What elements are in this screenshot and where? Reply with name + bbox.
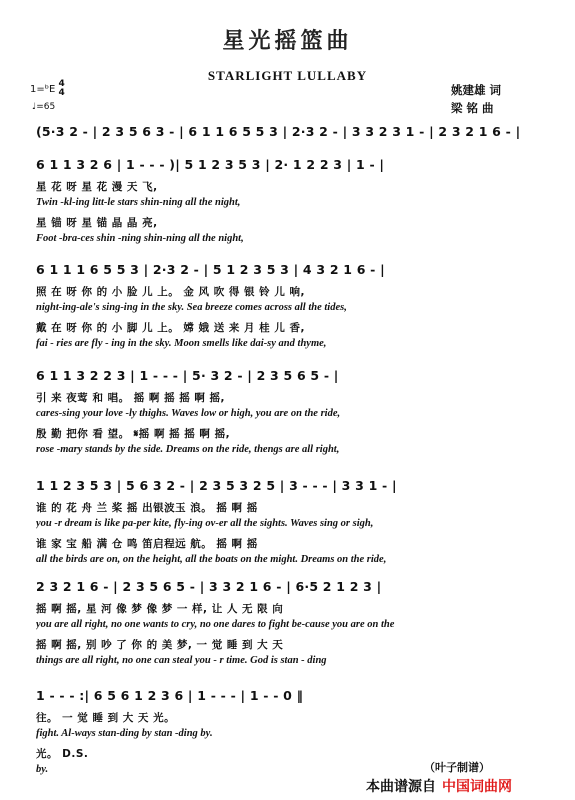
lyric-line-chinese: 殷 勤 把你 看 望。 𝄋摇 啊 摇 摇 啊 摇, xyxy=(36,428,231,440)
lyric-line-english: Twin -kl-ing litt-le stars shin-ning all the night, xyxy=(36,197,241,208)
source-line xyxy=(366,776,512,796)
tempo-marking: ♩=65 xyxy=(32,102,56,112)
credit-role: 词 xyxy=(489,83,502,97)
credit-role: 曲 xyxy=(482,101,494,115)
notation-line: (5·3 2 - | 2 3 5 6 3 - | 6 1 1 6 5 5 3 | 2·3 2 - | 3 3 2 3 1 - | 2 3 2 1 6 - | xyxy=(36,124,521,139)
notation-line: 6 1 1 3 2 6 | 1 - - - )| 5 1 2 3 5 3 | 2· 1 2 2 3 | 1 - | xyxy=(36,157,385,172)
time-signature-bottom: 4 xyxy=(58,88,65,98)
lyric-line-english: things are all right, no one can steal you - r time. God is stan - ding xyxy=(36,655,327,666)
composer-credit xyxy=(451,100,494,116)
lyric-line-chinese: 往。 一 觉 睡 到 大 天 光。 xyxy=(36,712,176,724)
arranger-note: （叶子制谱） xyxy=(424,761,490,774)
time-signature-top: 4 xyxy=(58,79,65,89)
score-subtitle: STARLIGHT LULLABY xyxy=(207,68,368,83)
lyric-line-chinese: 戴 在 呀 你 的 小 脚 儿 上。 嫦 娥 送 来 月 桂 儿 香, xyxy=(36,322,305,334)
notation-line: 1 - - - :| 6 5 6 1 2 3 6 | 1 - - - | 1 - - 0 ‖ xyxy=(36,688,304,703)
source-brand: 中国词曲网 xyxy=(442,779,512,795)
lyric-line-chinese: 谁 家 宝 船 满 仓 鸣 笛启程远 航。 摇 啊 摇 xyxy=(36,538,258,550)
key-signature xyxy=(30,80,65,98)
notation-line: 6 1 1 1 6 5 5 3 | 2·3 2 - | 5 1 2 3 5 3 | 4 3 2 1 6 - | xyxy=(36,262,385,277)
lyric-line-english: rose -mary stands by the side. Dreams on the ride, thengs are all right, xyxy=(36,444,340,455)
notation-line: 1 1 2 3 5 3 | 5 6 3 2 - | 2 3 5 3 2 5 | 3 - - - | 3 3 1 - | xyxy=(36,478,397,493)
source-prefix: 本曲谱源自 xyxy=(366,779,436,795)
lyric-line-chinese: 照 在 呀 你 的 小 脸 儿 上。 金 风 吹 得 银 铃 儿 响, xyxy=(36,286,305,298)
lyric-line-english: Foot -bra-ces shin -ning shin-ning all the night, xyxy=(36,233,244,244)
notation-line: 6 1 1 3 2 2 3 | 1 - - - | 5· 3 2 - | 2 3 5 6 5 - | xyxy=(36,368,339,383)
lyric-line-english: you are all right, no one wants to cry, no one dares to fight be-cause you are on the xyxy=(36,619,395,630)
lyric-line-english: night-ing-ale's sing-ing in the sky. Sea breeze comes across all the tides, xyxy=(36,302,347,313)
lyric-line-english: by. xyxy=(36,764,49,775)
lyric-line-chinese: 引 来 夜莺 和 唱。 摇 啊 摇 摇 啊 摇, xyxy=(36,392,226,404)
lyric-line-english: all the birds are on, on the height, all the boats on the might. Dreams on the ride, xyxy=(36,554,387,565)
lyric-line-chinese: 星 花 呀 星 花 漫 天 飞, xyxy=(36,181,158,193)
lyric-line-chinese: 谁 的 花 舟 兰 桨 摇 出银波玉 浪。 摇 啊 摇 xyxy=(36,502,258,514)
score-title: 星光摇篮曲 xyxy=(222,29,353,54)
lyric-line-english: fight. Al-ways stan-ding by stan -ding by. xyxy=(36,728,213,739)
lyric-line-english: fai - ries are fly - ing in the sky. Moon smells like dai-sy and thyme, xyxy=(36,338,327,349)
time-signature xyxy=(59,80,65,98)
notation-line: 2 3 2 1 6 - | 2 3 5 6 5 - | 3 3 2 1 6 - | 6·5 2 1 2 3 | xyxy=(36,579,382,594)
credit-name: 姚建雄 xyxy=(451,83,486,97)
lyric-line-chinese: 摇 啊 摇, 星 河 像 梦 像 梦 一 样, 让 人 无 限 向 xyxy=(36,603,284,615)
lyric-line-english: cares-sing your love -ly thighs. Waves low or high, you are on the ride, xyxy=(36,408,341,419)
key-label: 1=ᵇE xyxy=(30,84,56,95)
lyricist-credit xyxy=(451,82,501,98)
lyric-line-english: you -r dream is like pa-per kite, fly-ing ov-er all the sights. Waves sing or sigh, xyxy=(36,518,374,529)
lyric-line-chinese: 光。 D.S. xyxy=(36,748,89,760)
lyric-line-chinese: 摇 啊 摇, 别 吵 了 你 的 美 梦, 一 觉 睡 到 大 天 xyxy=(36,639,284,651)
credit-name: 梁 铭 xyxy=(451,101,479,115)
lyric-line-chinese: 星 锚 呀 星 锚 晶 晶 亮, xyxy=(36,217,158,229)
